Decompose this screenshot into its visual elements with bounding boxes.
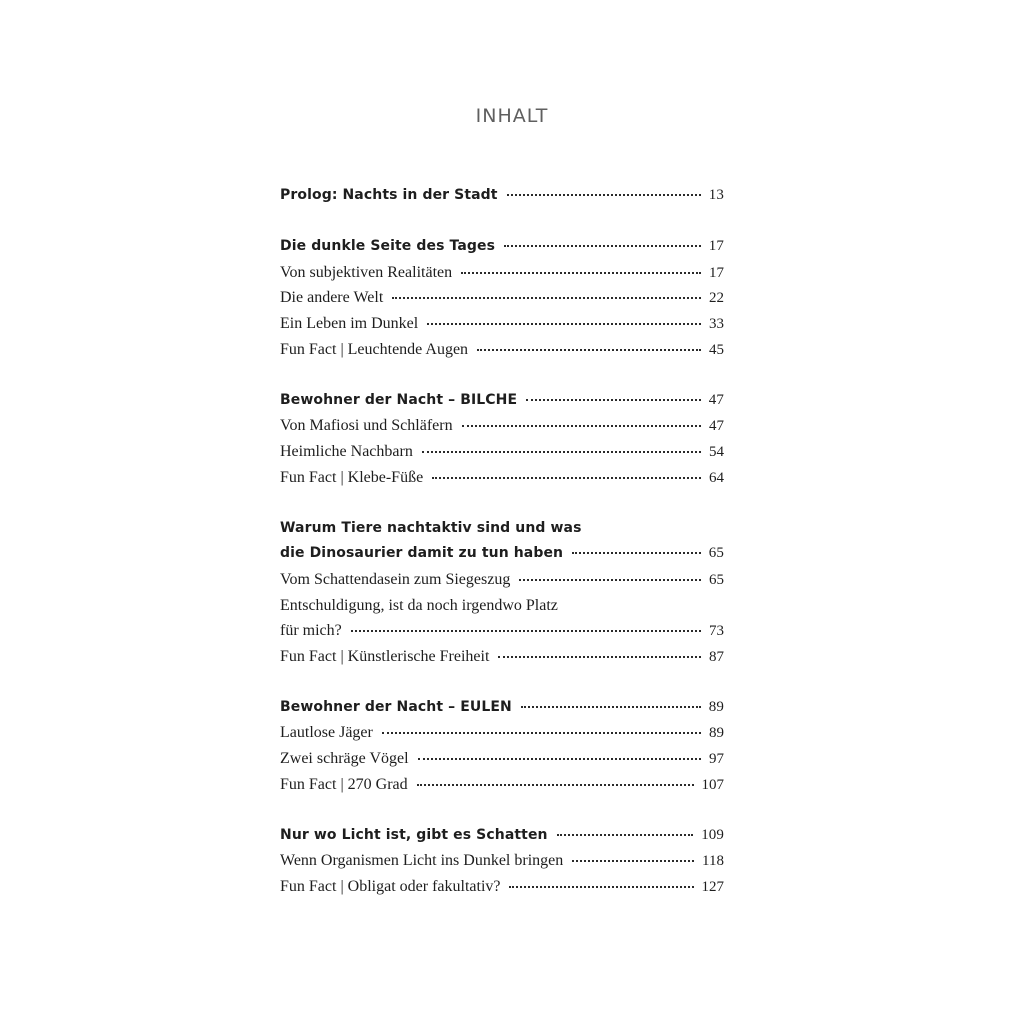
dot-leader xyxy=(504,245,701,247)
toc-entry-title: Warum Tiere nachtaktiv sind und was xyxy=(280,519,582,536)
toc-page-number: 65 xyxy=(709,571,724,588)
dot-leader xyxy=(519,579,701,581)
toc-page-number: 33 xyxy=(709,315,724,332)
toc-entry-title: Wenn Organismen Licht ins Dunkel bringen xyxy=(280,852,564,870)
toc-page-number: 127 xyxy=(701,879,724,896)
section-spacer xyxy=(280,797,724,823)
dot-leader xyxy=(382,732,701,734)
toc-entry-title: Entschuldigung, ist da noch irgendwo Platz xyxy=(280,596,558,614)
toc-entry-title: Zwei schräge Vögel xyxy=(280,750,409,768)
toc-chapter-entry[interactable] xyxy=(280,823,724,849)
toc-chapter-entry[interactable] xyxy=(280,695,724,721)
toc-chapter-entry[interactable] xyxy=(280,234,724,260)
dot-leader xyxy=(417,784,694,786)
dot-leader xyxy=(461,272,701,274)
toc-entry-title: Ein Leben im Dunkel xyxy=(280,314,419,332)
toc-subentry[interactable] xyxy=(280,260,724,286)
dot-leader xyxy=(507,194,701,196)
dot-leader xyxy=(572,552,701,554)
toc-entry-title: Fun Fact | Klebe-Füße xyxy=(280,468,424,486)
toc-subentry[interactable] xyxy=(280,465,724,491)
toc-page-number: 45 xyxy=(709,341,724,358)
toc-entry-title: Lautlose Jäger xyxy=(280,724,373,742)
toc-entry-title: Fun Fact | Künstlerische Freiheit xyxy=(280,647,490,665)
dot-leader xyxy=(521,706,701,708)
toc-page-number: 54 xyxy=(709,443,724,460)
toc-entry-title: Von Mafiosi und Schläfern xyxy=(280,417,453,435)
section-spacer xyxy=(280,209,724,235)
toc-entry-title: Vom Schattendasein zum Siegeszug xyxy=(280,570,511,588)
dot-leader xyxy=(418,758,701,760)
toc-chapter-entry[interactable] xyxy=(280,183,724,209)
toc-page-number: 87 xyxy=(709,648,724,665)
toc-entry-title: Bewohner der Nacht – BILCHE xyxy=(280,391,518,408)
toc-entry-title: Die andere Welt xyxy=(280,289,384,307)
toc-entry-title: für mich? xyxy=(280,622,342,640)
toc-subentry[interactable] xyxy=(280,413,724,439)
toc-page-number: 109 xyxy=(701,826,724,843)
table-of-contents xyxy=(280,183,724,900)
toc-subentry[interactable] xyxy=(280,644,724,670)
toc-page-number: 118 xyxy=(702,853,724,870)
section-spacer xyxy=(280,490,724,516)
toc-entry-title: Die dunkle Seite des Tages xyxy=(280,238,496,255)
toc-subentry[interactable] xyxy=(280,720,724,746)
dot-leader xyxy=(557,834,694,836)
toc-subentry[interactable] xyxy=(280,439,724,465)
toc-subentry[interactable] xyxy=(280,618,724,644)
toc-subentry[interactable] xyxy=(280,848,724,874)
toc-entry-title: Von subjektiven Realitäten xyxy=(280,263,453,281)
toc-subentry[interactable] xyxy=(280,772,724,798)
toc-chapter-entry[interactable] xyxy=(280,541,724,567)
toc-subentry[interactable] xyxy=(280,285,724,311)
toc-page-number: 89 xyxy=(709,725,724,742)
toc-chapter-entry[interactable] xyxy=(280,388,724,414)
toc-page-number: 47 xyxy=(708,391,724,408)
toc-chapter-entry[interactable] xyxy=(280,516,724,542)
toc-entry-title: Bewohner der Nacht – EULEN xyxy=(280,698,512,715)
dot-leader xyxy=(462,425,701,427)
toc-subentry[interactable] xyxy=(280,337,724,363)
toc-page-number: 107 xyxy=(701,776,724,793)
dot-leader xyxy=(427,323,701,325)
toc-page-number: 64 xyxy=(709,469,724,486)
dot-leader xyxy=(351,630,701,632)
toc-page-number: 47 xyxy=(709,418,724,435)
toc-page-number: 97 xyxy=(709,751,724,768)
toc-page-number: 17 xyxy=(708,238,724,255)
toc-page-number: 17 xyxy=(709,264,724,281)
toc-subentry[interactable] xyxy=(280,874,724,900)
toc-entry-title: Prolog: Nachts in der Stadt xyxy=(280,187,498,203)
toc-entry-title: Heimliche Nachbarn xyxy=(280,442,413,460)
toc-page-number: 73 xyxy=(709,623,724,640)
toc-entry-title: Nur wo Licht ist, gibt es Schatten xyxy=(280,826,548,843)
dot-leader xyxy=(392,297,701,299)
toc-page-number: 22 xyxy=(709,290,724,307)
toc-entry-title: Fun Fact | 270 Grad xyxy=(280,775,408,793)
dot-leader xyxy=(572,860,694,862)
dot-leader xyxy=(422,451,701,453)
toc-subentry[interactable] xyxy=(280,567,724,593)
toc-subentry[interactable] xyxy=(280,593,724,619)
toc-subentry[interactable] xyxy=(280,311,724,337)
dot-leader xyxy=(526,399,701,401)
section-spacer xyxy=(280,362,724,388)
dot-leader xyxy=(477,349,701,351)
toc-page-number: 89 xyxy=(708,698,724,715)
toc-entry-title: Fun Fact | Leuchtende Augen xyxy=(280,340,469,358)
dot-leader xyxy=(498,656,701,658)
section-spacer xyxy=(280,669,724,695)
dot-leader xyxy=(432,477,701,479)
toc-page-number: 13 xyxy=(708,187,724,203)
toc-entry-title: Fun Fact | Obligat oder fakultativ? xyxy=(280,878,501,896)
page-title: INHALT xyxy=(475,105,549,127)
toc-page-number: 65 xyxy=(708,545,724,562)
dot-leader xyxy=(509,886,693,888)
toc-entry-title: die Dinosaurier damit zu tun haben xyxy=(280,545,564,562)
toc-subentry[interactable] xyxy=(280,746,724,772)
